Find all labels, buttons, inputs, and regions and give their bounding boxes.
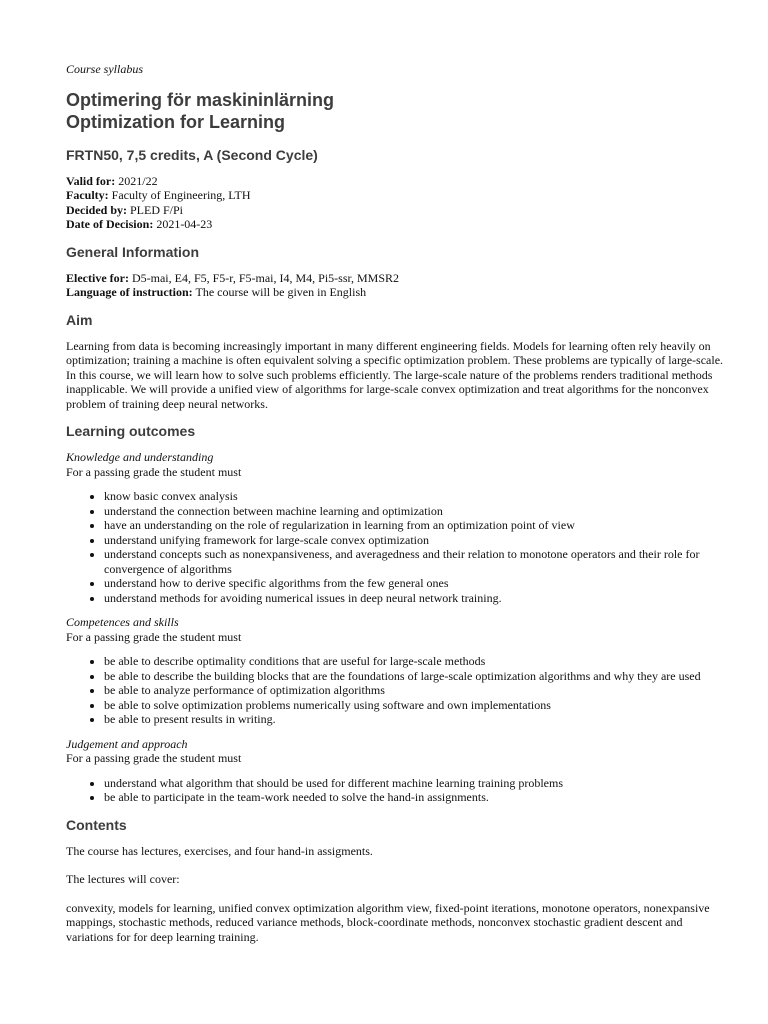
meta-label: Valid for: [66, 173, 116, 188]
contents-paragraph-1: The course has lectures, exercises, and four hand-in assigments. [66, 843, 373, 858]
list-item: • have an understanding on the role of regularization in learning from an optimization point of view [104, 518, 728, 533]
meta-value: 2021/22 [118, 173, 158, 188]
list-item: • be able to participate in the team-work needed to solve the hand-in assignments. [104, 790, 728, 805]
meta-label: Date of Decision: [66, 217, 154, 231]
meta-label: Decided by: [66, 202, 127, 217]
knowledge-intro: For a passing grade the student must [66, 464, 242, 479]
meta-value: D5-mai, E4, F5, F5-r, F5-mai, I4, M4, Pi5-ssr, MMSR2 [131, 270, 400, 285]
competences-list [66, 654, 728, 727]
list-item: • understand the connection between machine learning and optimization [104, 504, 728, 519]
list-item: • be able to describe the building blocks that are the foundations of large-scale optimization algorithms and why they are used [104, 669, 728, 684]
course-title-swedish: Optimering för maskininlärning [66, 89, 335, 110]
meta-block [66, 174, 728, 232]
section-heading-general: General Information [66, 243, 200, 260]
meta-label: Elective for: [66, 270, 129, 285]
meta-decided-by [66, 203, 728, 218]
contents-paragraph-2: The lectures will cover: [66, 872, 180, 886]
meta-date-of-decision [66, 217, 728, 232]
section-heading-aim: Aim [66, 311, 93, 328]
general-info-block [66, 271, 728, 300]
meta-value: Faculty of Engineering, LTH [111, 188, 251, 202]
list-item: • be able to analyze performance of optimization algorithms [104, 683, 728, 698]
knowledge-subheading: Knowledge and understanding [66, 450, 214, 464]
judgement-list [66, 776, 728, 805]
competences-intro: For a passing grade the student must [66, 629, 242, 644]
language-of-instruction [66, 285, 728, 300]
list-item: • be able to describe optimality conditions that are useful for large-scale methods [104, 654, 728, 669]
meta-value: PLED F/Pi [130, 202, 184, 217]
meta-label: Language of instruction: [66, 285, 193, 299]
meta-faculty [66, 188, 728, 203]
list-item: • be able to present results in writing. [104, 712, 728, 727]
elective-for [66, 271, 728, 286]
meta-value: 2021-04-23 [156, 217, 213, 231]
list-item: • understand how to derive specific algorithms from the few general ones [104, 576, 728, 591]
meta-value: The course will be given in English [195, 285, 367, 299]
competences-subheading: Competences and skills [66, 615, 179, 629]
judgement-intro: For a passing grade the student must [66, 751, 242, 765]
course-title [66, 89, 728, 133]
meta-valid-for [66, 174, 728, 189]
list-item: • understand concepts such as nonexpansiveness, and averagedness and their relation to monotone operators and their role for convergence of algorithms [104, 547, 728, 576]
list-item: • understand unifying framework for large-scale convex optimization [104, 533, 728, 548]
judgement-subheading: Judgement and approach [66, 736, 188, 751]
list-item: • understand what algorithm that should be used for different machine learning training problems [104, 776, 728, 791]
list-item: • be able to solve optimization problems numerically using software and own implementations [104, 698, 728, 713]
section-heading-contents: Contents [66, 816, 127, 833]
course-code-credits: FRTN50, 7,5 credits, A (Second Cycle) [66, 146, 318, 163]
meta-label: Faculty: [66, 188, 109, 202]
section-heading-learning-outcomes: Learning outcomes [66, 423, 196, 439]
document-kicker: Course syllabus [66, 62, 144, 76]
list-item: • understand methods for avoiding numerical issues in deep neural network training. [104, 591, 728, 606]
knowledge-list [66, 489, 728, 605]
list-item: • know basic convex analysis [104, 489, 728, 504]
contents-paragraph-3: convexity, models for learning, unified convex optimization algorithm view, fixed-point iterations, monotone operators, nonexpansive mappings, stochastic methods, reduced variance methods, block-coordinate methods, nonconvex stochastic gradient descent and variations for for deep learning training. [66, 900, 710, 944]
aim-paragraph: Learning from data is becoming increasingly important in many different engineering fields. Models for learning often rely heavily on optimization; training a machine is often equivalent solving a specific optimization problem. These problems are typically of large-scale. In this course, we will learn how to solve such problems efficiently. The large-scale nature of the problems renders traditional methods inapplicable. We will provide a unified view of algorithms for large-scale convex optimization and treat algorithms for the nonconvex problem of training deep neural networks. [66, 338, 724, 411]
course-title-english: Optimization for Learning [66, 111, 285, 132]
